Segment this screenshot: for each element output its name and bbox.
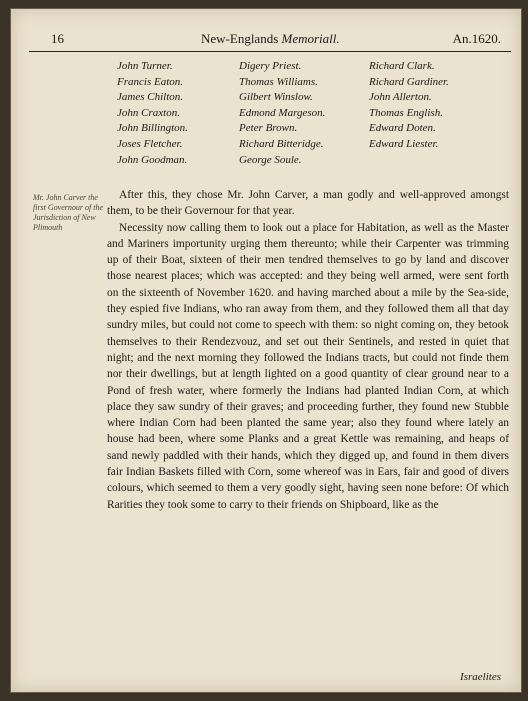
margin-note: Mr. John Carver the first Governour of the Jurisdiction of New Plimouth [33,193,103,232]
page-number: 16 [51,31,64,46]
name-entry: John Turner. [117,60,173,72]
name-entry: Richard Clark. [369,60,435,72]
header-rule [29,51,511,52]
name-entry: George Soule. [239,153,302,166]
paragraph-1: After this, they chose Mr. John Carver, a man godly and well-approved amongst them, to be their Governour for that year. [107,189,509,218]
names-column-1 [117,59,188,168]
catchword: Israelites [460,671,501,683]
name-entry: Richard Gardiner. [369,75,449,88]
name-entry: Edward Doten. [369,122,436,135]
book-page [10,8,522,693]
names-column-3 [369,59,449,153]
name-entry: Edmond Margeson. [239,106,326,119]
paragraph-2: Necessity now calling them to look out a place for Habitation, as well as the Master and Mariners importunity urging them thereunto; while their Carpenter was trimming up of their Boat, sixteen of their men tendred themselves to go by land and discover those nearest places; which was accepted: and they being well armed, were sent forth on the sixteenth of November 1620. and having marched about a mile by the Sea-side, they espied five Indians, who ran away from them, and they followed them all that day sundry miles, but could not come to speech with them: so night coming on, they betook themselves to their Rendezvouz, and set out their Sentinels, and rested in quiet that night; and the next morning they followed the Indians tracts, but could not finde them nor their dwellings, but at length lighted on a good quantity of clear ground near to a Pond of fresh water, where formerly the Indians had planted Indian Corn, at which place they saw sundry of their graves; and proceeding further, they found new Stubble where Indian Corn had been planted the same year; also they found where lately an house had been, where some Planks and a great Kettle was remaining, and heaps of sand newly paddled with their hands, which they digged up, and found in them divers fair Indian Baskets filled with Corn, some whereof was in Ears, fair and good of divers colours, which seemed to them a very goodly sight, having seen none before: Of which Rarities they took some to carry to their friends on Shipboard, like as the [107,221,509,511]
body-text [107,187,509,513]
name-entry: John Billington. [117,122,188,135]
page-header [29,25,507,49]
running-title [201,31,340,47]
names-column-2 [239,59,325,168]
running-title-part1: New-Englands [201,31,279,46]
header-year: An.1620. [452,31,501,46]
name-entry: Gilbert Winslow. [239,91,313,104]
name-entry: Francis Eaton. [117,75,183,88]
name-entry: John Allerton. [369,91,432,104]
name-entry: Joses Fletcher. [117,137,183,150]
name-entry: Edward Liester. [369,137,439,150]
name-entry: John Goodman. [117,153,188,166]
running-title-part2: Memoriall. [281,31,340,46]
name-entry: Digery Priest. [239,60,302,72]
name-entry: Thomas English. [369,106,443,119]
name-entry: Richard Bitteridge. [239,137,324,150]
name-entry: James Chilton. [117,91,183,104]
name-entry: Thomas Williams. [239,75,318,88]
name-entry: Peter Brown. [239,122,298,135]
name-entry: John Craxton. [117,106,180,119]
